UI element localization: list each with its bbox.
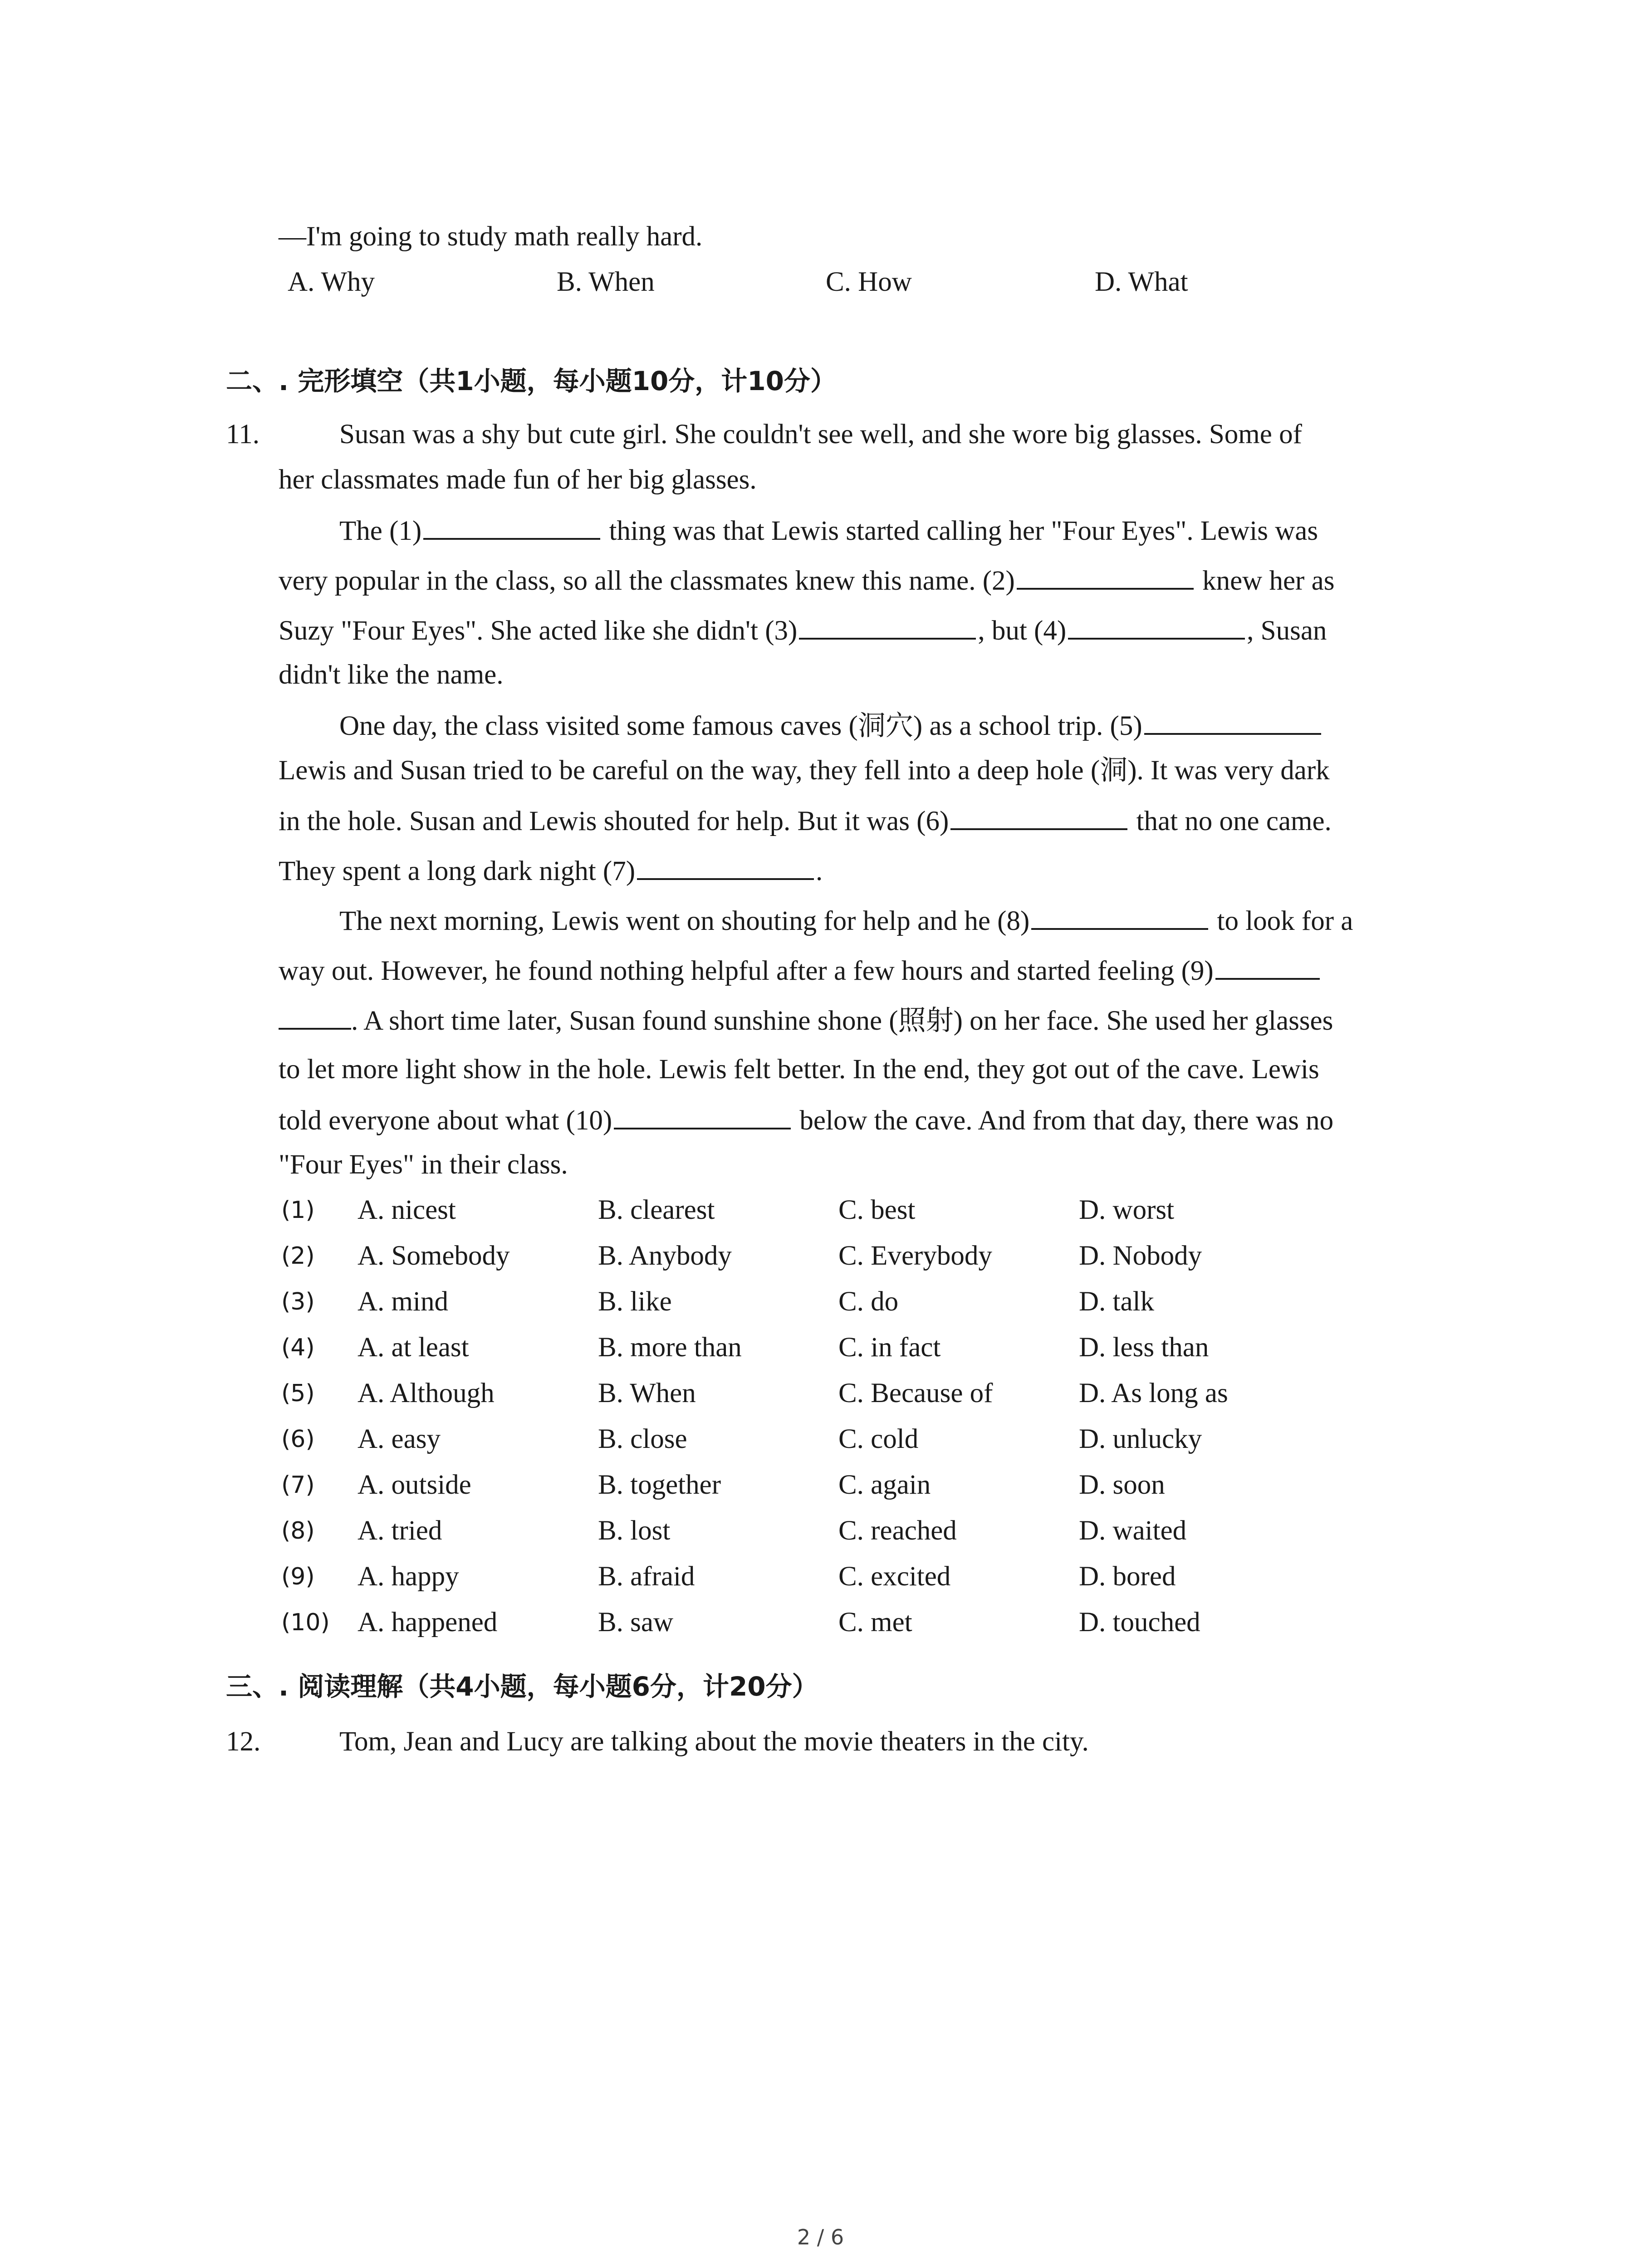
p3-line2: Lewis and Susan tried to be careful on the way, they fell into a deep hole (洞). It was very dark — [279, 754, 1330, 786]
option-row: (10) A. happened B. saw C. met D. touched — [281, 1601, 1506, 1644]
p3-line1: One day, the class visited some famous caves (洞穴) as a school trip. (5) — [339, 707, 1323, 744]
option-c[interactable]: C. best — [838, 1195, 916, 1225]
option-a[interactable]: A. mind — [358, 1286, 448, 1317]
option-b[interactable]: B. clearest — [598, 1195, 715, 1225]
option-row: (4) A. at least B. more than C. in fact D. less than — [281, 1326, 1506, 1369]
p4-line2: way out. However, he found nothing helpful after a few hours and started feeling (9) — [279, 952, 1322, 989]
option-row: (9) A. happy B. afraid C. excited D. bored — [281, 1555, 1506, 1598]
section2-heading: 二、. 完形填空（共1小题，每小题10分，计10分） — [226, 366, 837, 396]
option-a[interactable]: A. tried — [358, 1515, 442, 1546]
option-row: (8) A. tried B. lost C. reached D. waited — [281, 1509, 1506, 1553]
question-12-intro: Tom, Jean and Lucy are talking about the movie theaters in the city. — [339, 1726, 1089, 1757]
option-row: (7) A. outside B. together C. again D. soon — [281, 1463, 1506, 1507]
p4-line1: The next morning, Lewis went on shouting for help and he (8) to look for a — [339, 902, 1353, 939]
p1-line1: Susan was a shy but cute girl. She couldn't see well, and she wore big glasses. Some of — [339, 419, 1302, 450]
option-c[interactable]: C. in fact — [838, 1332, 941, 1363]
prev-option-c: C. How — [826, 267, 912, 297]
option-a[interactable]: A. easy — [358, 1424, 441, 1454]
option-d[interactable]: D. waited — [1079, 1515, 1187, 1546]
option-d[interactable]: D. soon — [1079, 1470, 1165, 1500]
blank-5[interactable] — [1144, 707, 1321, 735]
option-d[interactable]: D. touched — [1079, 1607, 1200, 1637]
option-c[interactable]: C. Everybody — [838, 1241, 992, 1271]
p2-line2: very popular in the class, so all the classmates knew this name. (2) knew her as — [279, 562, 1334, 599]
p4-line3: . A short time later, Susan found sunshine shone (照射) on her face. She used her glasses — [279, 1002, 1333, 1039]
p2-line3: Suzy "Four Eyes". She acted like she didn't (3) , but (4) , Susan — [279, 611, 1327, 649]
blank-6[interactable] — [950, 802, 1127, 830]
option-a[interactable]: A. happy — [358, 1561, 459, 1592]
option-b[interactable]: B. more than — [598, 1332, 742, 1363]
option-d[interactable]: D. less than — [1079, 1332, 1209, 1363]
blank-8[interactable] — [1031, 902, 1208, 930]
option-a[interactable]: A. Somebody — [358, 1241, 510, 1271]
option-b[interactable]: B. like — [598, 1286, 672, 1317]
option-b[interactable]: B. afraid — [598, 1561, 695, 1592]
option-d[interactable]: D. bored — [1079, 1561, 1176, 1592]
option-b[interactable]: B. together — [598, 1470, 721, 1500]
option-row: (6) A. easy B. close C. cold D. unlucky — [281, 1418, 1506, 1461]
prev-answer-line: —I'm going to study math really hard. — [279, 221, 703, 252]
option-b[interactable]: B. saw — [598, 1607, 674, 1637]
option-a[interactable]: A. at least — [358, 1332, 469, 1363]
option-d[interactable]: D. unlucky — [1079, 1424, 1202, 1454]
option-row: (5) A. Although B. When C. Because of D. As long as — [281, 1372, 1506, 1415]
option-b[interactable]: B. lost — [598, 1515, 671, 1546]
option-c[interactable]: C. met — [838, 1607, 912, 1637]
option-d[interactable]: D. Nobody — [1079, 1241, 1202, 1271]
prev-option-a: A. Why — [288, 267, 375, 297]
p1-line2: her classmates made fun of her big glasses. — [279, 464, 757, 495]
option-row: (3) A. mind B. like C. do D. talk — [281, 1280, 1506, 1324]
option-row: (2) A. Somebody B. Anybody C. Everybody D. Nobody — [281, 1234, 1506, 1278]
prev-option-d: D. What — [1095, 267, 1188, 297]
option-c[interactable]: C. Because of — [838, 1378, 993, 1408]
blank-10[interactable] — [614, 1101, 791, 1129]
question-11-number: 11. — [226, 419, 260, 450]
option-a[interactable]: A. nicest — [358, 1195, 456, 1225]
option-d[interactable]: D. talk — [1079, 1286, 1155, 1317]
p3-line3: in the hole. Susan and Lewis shouted for help. But it was (6) that no one came. — [279, 802, 1332, 840]
option-d[interactable]: D. As long as — [1079, 1378, 1228, 1408]
page-number: 2 / 6 — [797, 2225, 844, 2249]
p4-line4: to let more light show in the hole. Lewis felt better. In the end, they got out of the cave. Lewis — [279, 1054, 1319, 1085]
option-c[interactable]: C. excited — [838, 1561, 951, 1592]
p3-line4: They spent a long dark night (7) . — [279, 852, 823, 890]
blank-4[interactable] — [1068, 611, 1245, 640]
prev-option-b: B. When — [557, 267, 655, 297]
option-c[interactable]: C. reached — [838, 1515, 957, 1546]
option-b[interactable]: B. close — [598, 1424, 687, 1454]
blank-1[interactable] — [423, 512, 600, 540]
option-row: (1) A. nicest B. clearest C. best D. worst — [281, 1188, 1506, 1232]
blank-7[interactable] — [637, 852, 814, 880]
p4-line6: "Four Eyes" in their class. — [279, 1149, 568, 1180]
option-d[interactable]: D. worst — [1079, 1195, 1175, 1225]
option-c[interactable]: C. do — [838, 1286, 899, 1317]
p2-line1: The (1) thing was that Lewis started calling her "Four Eyes". Lewis was — [339, 512, 1318, 549]
option-a[interactable]: A. outside — [358, 1470, 471, 1500]
blank-2[interactable] — [1017, 562, 1194, 590]
section3-heading: 三、. 阅读理解（共4小题，每小题6分，计20分） — [226, 1671, 818, 1702]
question-12-number: 12. — [226, 1726, 261, 1757]
blank-9[interactable] — [1215, 952, 1320, 980]
option-b[interactable]: B. When — [598, 1378, 696, 1408]
option-a[interactable]: A. Although — [358, 1378, 495, 1408]
option-c[interactable]: C. cold — [838, 1424, 919, 1454]
option-b[interactable]: B. Anybody — [598, 1241, 732, 1271]
blank-3[interactable] — [799, 611, 976, 640]
option-a[interactable]: A. happened — [358, 1607, 498, 1637]
option-c[interactable]: C. again — [838, 1470, 931, 1500]
blank-9-continued[interactable] — [279, 1002, 351, 1030]
p4-line5: told everyone about what (10) below the cave. And from that day, there was no — [279, 1101, 1333, 1139]
p2-line4: didn't like the name. — [279, 660, 504, 690]
